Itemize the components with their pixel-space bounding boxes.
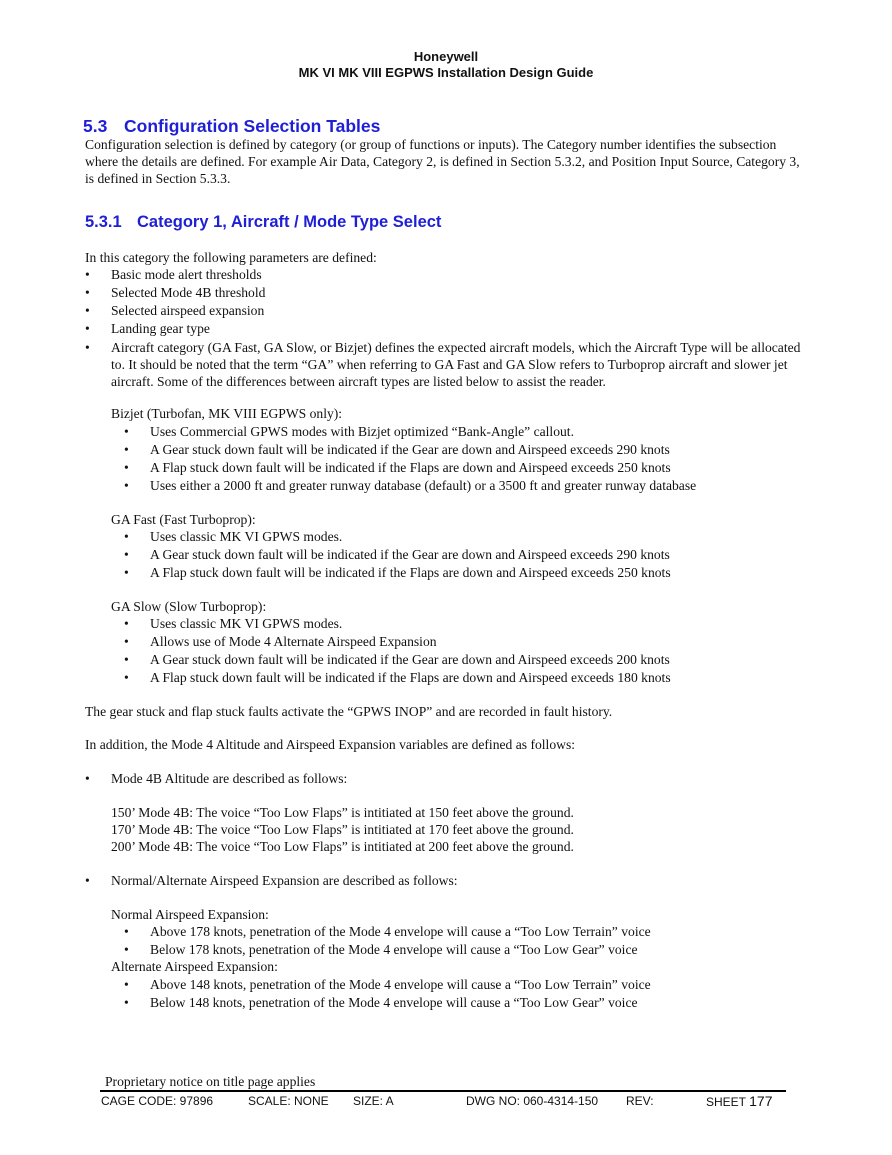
normal-airspeed-heading: Normal Airspeed Expansion: [111,907,269,922]
sheet-label: SHEET [706,1095,746,1109]
cage-code: CAGE CODE: 97896 [101,1094,214,1108]
document-header [0,49,892,81]
param-item-aircraft-category: Aircraft category (GA Fast, GA Slow, or Bizjet) defines the expected aircraft models, which the Aircraft Type will be allocated to. It should be noted that the term “GA” when referring to GA Fast and GA Slow refers to Turboprop aircraft and slower jet aircraft. Some of the differences between aircraft types are listed below to assist the reader. [111,340,801,389]
mode4b-line: 150’ Mode 4B: The voice “Too Low Flaps” is intitiated at 150 feet above the ground. [111,805,574,820]
aircraft-type-item: A Gear stuck down fault will be indicated if the Gear are down and Airspeed exceeds 290 knots [150,547,670,562]
aircraft-type-item: A Flap stuck down fault will be indicated if the Flaps are down and Airspeed exceeds 250 knots [150,565,671,580]
size: SIZE: A [353,1094,394,1108]
airspeed-item: Below 148 knots, penetration of the Mode 4 envelope will cause a “Too Low Gear” voice [150,995,638,1010]
params-lead: In this category the following parameters are defined: [85,250,377,265]
alternate-airspeed-heading: Alternate Airspeed Expansion: [111,959,278,974]
bullet-icon: • [124,977,129,992]
faults-note: The gear stuck and flap stuck faults activate the “GPWS INOP” and are recorded in fault history. [85,704,613,719]
aircraft-type-heading: GA Slow (Slow Turboprop): [111,599,267,614]
aircraft-type-item: Uses classic MK VI GPWS modes. [150,616,343,631]
bullet-icon: • [124,478,129,493]
mode4b-line: 200’ Mode 4B: The voice “Too Low Flaps” is intitiated at 200 feet above the ground. [111,839,574,854]
param-item: Selected airspeed expansion [111,303,265,318]
bullet-icon: • [124,942,129,957]
airspeed-item: Above 178 knots, penetration of the Mode 4 envelope will cause a “Too Low Terrain” voice [150,924,651,939]
bullet-icon: • [85,267,90,282]
aircraft-type-item: A Flap stuck down fault will be indicated if the Flaps are down and Airspeed exceeds 180 knots [150,670,671,685]
bullet-icon: • [85,340,90,355]
bullet-icon: • [124,634,129,649]
sheet-number: 177 [749,1093,773,1109]
bullet-icon: • [85,873,90,888]
param-item: Basic mode alert thresholds [111,267,262,282]
param-item: Selected Mode 4B threshold [111,285,266,300]
drawing-number: DWG NO: 060-4314-150 [466,1094,599,1108]
bullet-icon: • [85,285,90,300]
bullet-icon: • [85,303,90,318]
bullet-icon: • [124,424,129,439]
bullet-icon: • [124,529,129,544]
mode4-intro: In addition, the Mode 4 Altitude and Airspeed Expansion variables are defined as follows: [85,737,576,752]
bullet-icon: • [124,442,129,457]
mode4b-bullet: Mode 4B Altitude are described as follows: [111,771,348,786]
bullet-icon: • [124,616,129,631]
airspeed-bullet: Normal/Alternate Airspeed Expansion are described as follows: [111,873,458,888]
aircraft-type-heading: GA Fast (Fast Turboprop): [111,512,256,527]
bullet-icon: • [124,670,129,685]
param-item: Landing gear type [111,321,210,336]
aircraft-type-item: A Gear stuck down fault will be indicated if the Gear are down and Airspeed exceeds 200 knots [150,652,670,667]
aircraft-type-item: Uses classic MK VI GPWS modes. [150,529,343,544]
company-name: Honeywell [413,49,479,64]
aircraft-type-item: Uses Commercial GPWS modes with Bizjet optimized “Bank-Angle” callout. [150,424,574,439]
airspeed-item: Above 148 knots, penetration of the Mode 4 envelope will cause a “Too Low Terrain” voice [150,977,651,992]
aircraft-type-item: A Flap stuck down fault will be indicated if the Flaps are down and Airspeed exceeds 250 knots [150,460,671,475]
bullet-icon: • [124,547,129,562]
airspeed-item: Below 178 knots, penetration of the Mode 4 envelope will cause a “Too Low Gear” voice [150,942,638,957]
scale: SCALE: NONE [248,1094,329,1108]
bullet-icon: • [124,995,129,1010]
subsection-heading [85,212,441,232]
section-number: 5.3 [83,116,108,136]
aircraft-type-item: A Gear stuck down fault will be indicated if the Gear are down and Airspeed exceeds 290 knots [150,442,670,457]
bullet-icon: • [124,460,129,475]
sheet [706,1094,773,1109]
bullet-icon: • [124,652,129,667]
bullet-icon: • [124,565,129,580]
revision: REV: [626,1094,654,1108]
mode4b-line: 170’ Mode 4B: The voice “Too Low Flaps” is intitiated at 170 feet above the ground. [111,822,574,837]
footer-divider [100,1090,786,1092]
aircraft-type-heading: Bizjet (Turbofan, MK VIII EGPWS only): [111,406,343,421]
subsection-number: 5.3.1 [85,213,122,231]
aircraft-type-item: Uses either a 2000 ft and greater runway database (default) or a 3500 ft and greater runway database [150,478,697,493]
section-heading [83,116,380,136]
aircraft-type-item: Allows use of Mode 4 Alternate Airspeed Expansion [150,634,437,649]
bullet-icon: • [124,924,129,939]
bullet-icon: • [85,321,90,336]
subsection-title: Category 1, Aircraft / Mode Type Select [137,213,442,231]
proprietary-notice: Proprietary notice on title page applies [105,1074,316,1089]
bullet-icon: • [85,771,90,786]
section-intro: Configuration selection is defined by category (or group of functions or inputs). The Category number identifies the subsection where the details are defined. For example Air Data, Category 2, is defined in Section 5.3.2, and Position Input Source, Category 3, is defined in Section 5.3.3. [85,137,800,186]
section-title: Configuration Selection Tables [124,116,381,136]
document-title: MK VI MK VIII EGPWS Installation Design Guide [298,65,594,80]
